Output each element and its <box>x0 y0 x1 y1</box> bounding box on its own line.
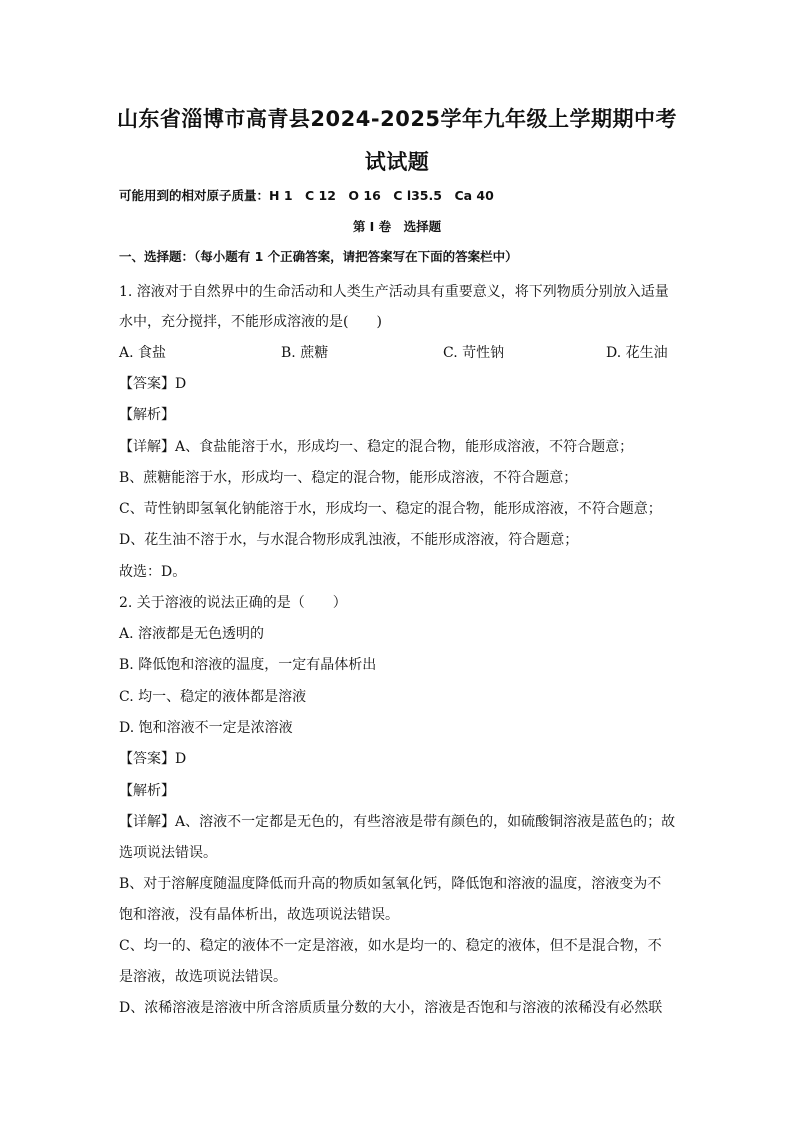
q2-stem: 2. 关于溶液的说法正确的是（ ） <box>119 595 347 611</box>
q1-option-d: D. 花生油 <box>606 345 668 361</box>
q1-option-c: C. 苛性钠 <box>443 345 505 361</box>
q1-option-a: A. 食盐 <box>119 345 167 361</box>
q1-detail-line: 【详解】A、食盐能溶于水，形成均一、稳定的混合物，能形成溶液，不符合题意； <box>119 439 634 455</box>
q1-detail-line: 故选：D。 <box>119 564 187 580</box>
q1-detail-line: D、花生油不溶于水，与水混合物形成乳浊液，不能形成溶液，符合题意； <box>119 532 579 548</box>
q1-stem-line1: 1. 溶液对于自然界中的生命活动和人类生产活动具有重要意义，将下列物质分别放入适量 <box>119 284 669 300</box>
q2-detail-line: 【详解】A、溶液不一定都是无色的，有些溶液是带有颜色的，如硫酸铜溶液是蓝色的；故 <box>119 814 676 830</box>
exam-title-line2: 试试题 <box>364 150 430 174</box>
section-title: 第 I 卷 选择题 <box>352 219 442 234</box>
atomic-mass-note: 可能用到的相对原子质量：H 1 C 12 O 16 C l35.5 Ca 40 <box>119 188 494 203</box>
q2-detail-line: C、均一的、稳定的液体不一定是溶液，如水是均一的、稳定的液体，但不是混合物，不 <box>119 938 662 954</box>
q1-analysis-label: 【解析】 <box>119 407 175 423</box>
q2-detail-line: B、对于溶解度随温度降低而升高的物质如氢氧化钙，降低饱和溶液的温度，溶液变为不 <box>119 876 662 892</box>
q2-analysis-label: 【解析】 <box>119 783 175 799</box>
q2-option-a: A. 溶液都是无色透明的 <box>119 626 265 642</box>
q2-detail-line: 是溶液，故选项说法错误。 <box>119 969 287 985</box>
q1-stem-line2: 水中，充分搅拌，不能形成溶液的是( ) <box>119 314 382 330</box>
q1-option-b: B. 蔗糖 <box>281 345 329 361</box>
exam-title-line1: 山东省淄博市高青县2024-2025学年九年级上学期期中考 <box>116 107 678 131</box>
q2-answer: 【答案】D <box>119 751 187 767</box>
q1-detail-line: C、苛性钠即氢氧化钠能溶于水，形成均一、稳定的混合物，能形成溶液，不符合题意； <box>119 501 662 517</box>
q2-detail-line: 选项说法错误。 <box>119 845 217 861</box>
part-heading: 一、选择题：（每小题有 1 个正确答案，请把答案写在下面的答案栏中） <box>119 249 518 264</box>
q2-option-b: B. 降低饱和溶液的温度，一定有晶体析出 <box>119 657 377 673</box>
q2-option-c: C. 均一、稳定的液体都是溶液 <box>119 689 307 705</box>
q1-answer: 【答案】D <box>119 376 187 392</box>
q1-detail-line: B、蔗糖能溶于水，形成均一、稳定的混合物，能形成溶液，不符合题意； <box>119 470 578 486</box>
q2-option-d: D. 饱和溶液不一定是浓溶液 <box>119 720 293 736</box>
q2-detail-line: 饱和溶液，没有晶体析出，故选项说法错误。 <box>119 907 399 923</box>
q2-detail-line: D、浓稀溶液是溶液中所含溶质质量分数的大小，溶液是否饱和与溶液的浓稀没有必然联 <box>119 1000 663 1016</box>
